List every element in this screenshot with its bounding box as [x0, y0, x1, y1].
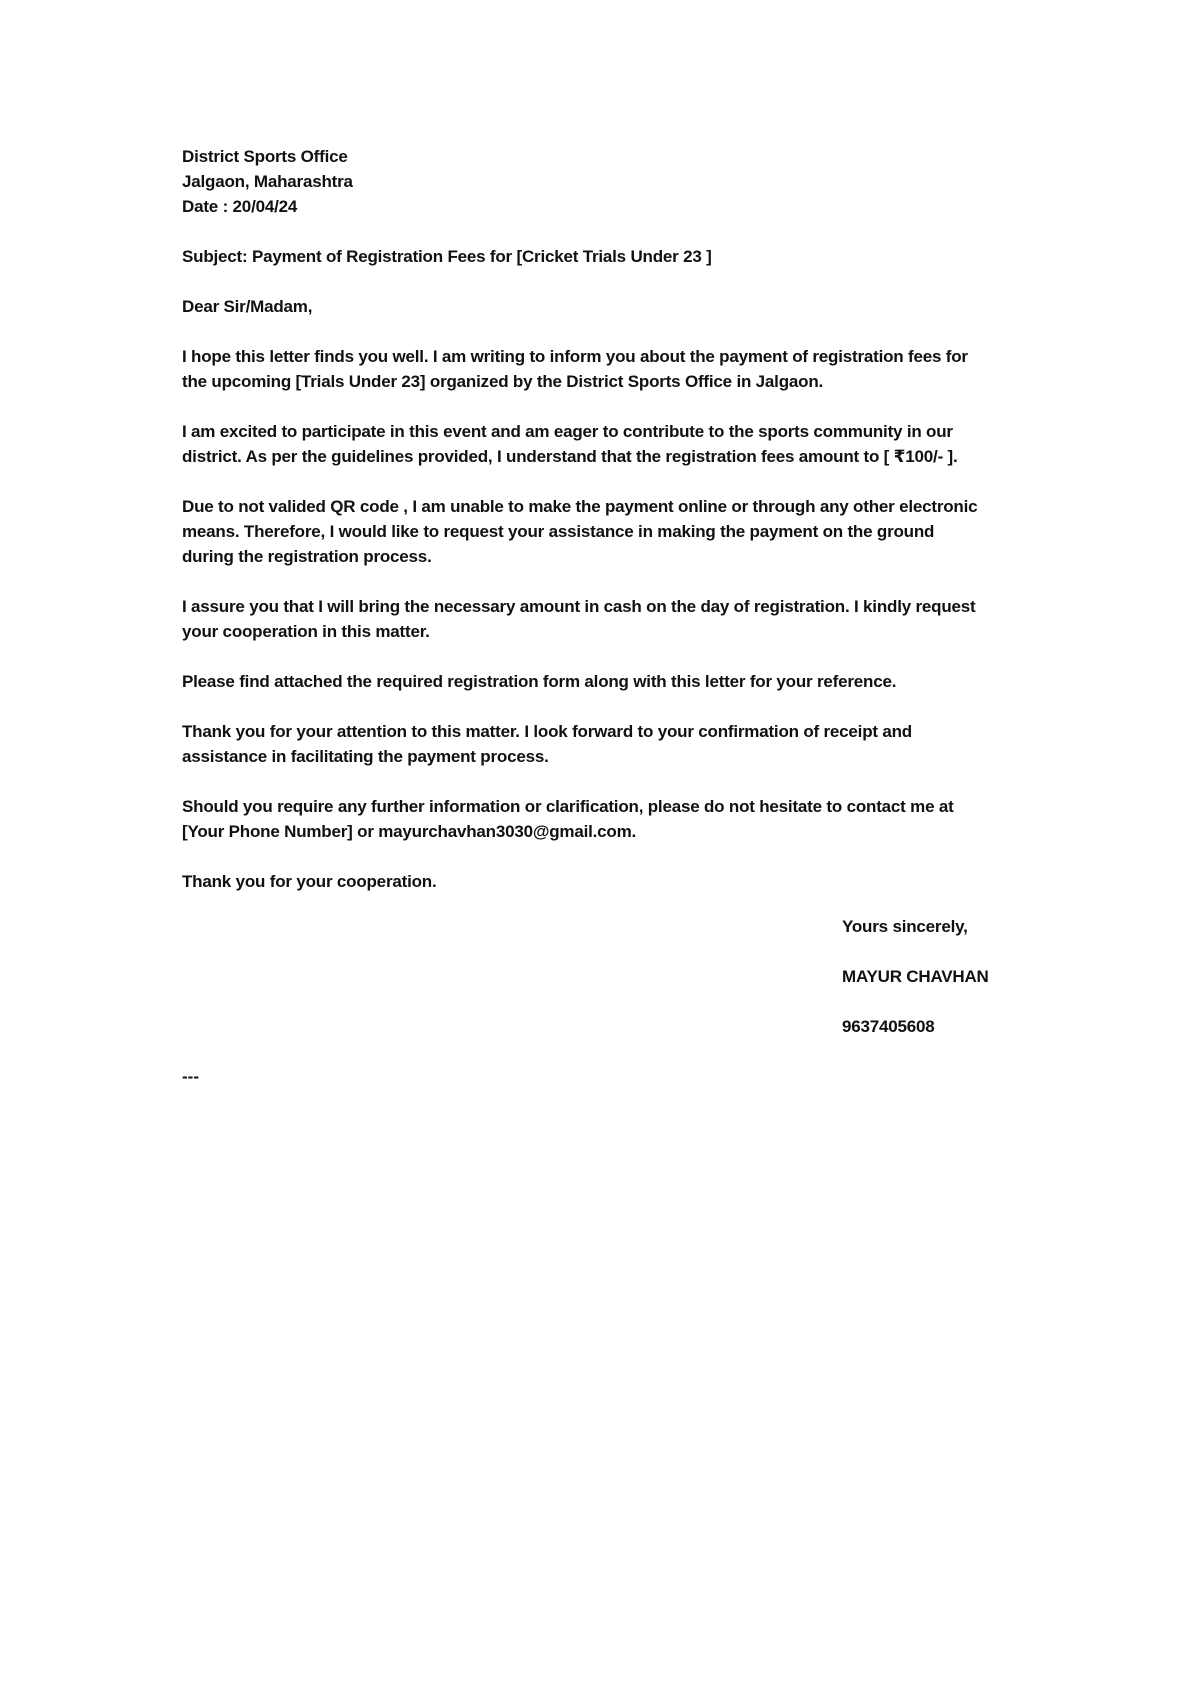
- paragraph-line: during the registration process.: [182, 547, 432, 566]
- paragraph-line: means. Therefore, I would like to request your assistance in making the payment on the ground: [182, 522, 935, 541]
- paragraph-line: I assure you that I will bring the necessary amount in cash on the day of registration. I kindly request: [182, 597, 976, 616]
- address-line-1: District Sports Office: [182, 147, 348, 166]
- paragraph-4: [182, 594, 1042, 644]
- letter-date: Date : 20/04/24: [182, 197, 298, 216]
- paragraph-line: I hope this letter finds you well. I am writing to inform you about the payment of registration fees for: [182, 347, 968, 366]
- paragraph-line: Please find attached the required registration form along with this letter for your reference.: [182, 672, 897, 691]
- paragraph-2: [182, 419, 1042, 469]
- letter-body: [182, 144, 1042, 919]
- paragraph-line: Due to not valided QR code , I am unable to make the payment online or through any other electronic: [182, 497, 978, 516]
- signer-name: MAYUR CHAVHAN: [842, 967, 989, 986]
- paragraph-line: your cooperation in this matter.: [182, 622, 430, 641]
- paragraph-8: [182, 869, 1042, 894]
- separator-mark: ---: [182, 1067, 199, 1086]
- paragraph-5: [182, 669, 1042, 694]
- paragraph-6: [182, 719, 1042, 769]
- address-line-2: Jalgaon, Maharashtra: [182, 172, 353, 191]
- subject-line: [182, 244, 1042, 269]
- recipient-address: [182, 144, 1042, 219]
- paragraph-line: [Your Phone Number] or mayurchavhan3030@gmail.com.: [182, 822, 637, 841]
- paragraph-line: assistance in facilitating the payment process.: [182, 747, 549, 766]
- paragraph-line: Should you require any further information or clarification, please do not hesitate to contact me at: [182, 797, 954, 816]
- paragraph-line: I am excited to participate in this event and am eager to contribute to the sports community in our: [182, 422, 953, 441]
- salutation-text: Dear Sir/Madam,: [182, 297, 313, 316]
- paragraph-7: [182, 794, 1042, 844]
- salutation: [182, 294, 1042, 319]
- paragraph-line: Thank you for your attention to this matter. I look forward to your confirmation of receipt and: [182, 722, 912, 741]
- subject-text: Subject: Payment of Registration Fees for [Cricket Trials Under 23 ]: [182, 247, 712, 266]
- paragraph-3: [182, 494, 1042, 569]
- signature-block: [842, 914, 989, 1064]
- paragraph-line: the upcoming [Trials Under 23] organized by the District Sports Office in Jalgaon.: [182, 372, 824, 391]
- paragraph-line: Thank you for your cooperation.: [182, 872, 437, 891]
- valediction: Yours sincerely,: [842, 917, 968, 936]
- paragraph-1: [182, 344, 1042, 394]
- paragraph-line: district. As per the guidelines provided, I understand that the registration fees amount to [ ₹100/- ].: [182, 447, 958, 466]
- signer-phone: 9637405608: [842, 1017, 935, 1036]
